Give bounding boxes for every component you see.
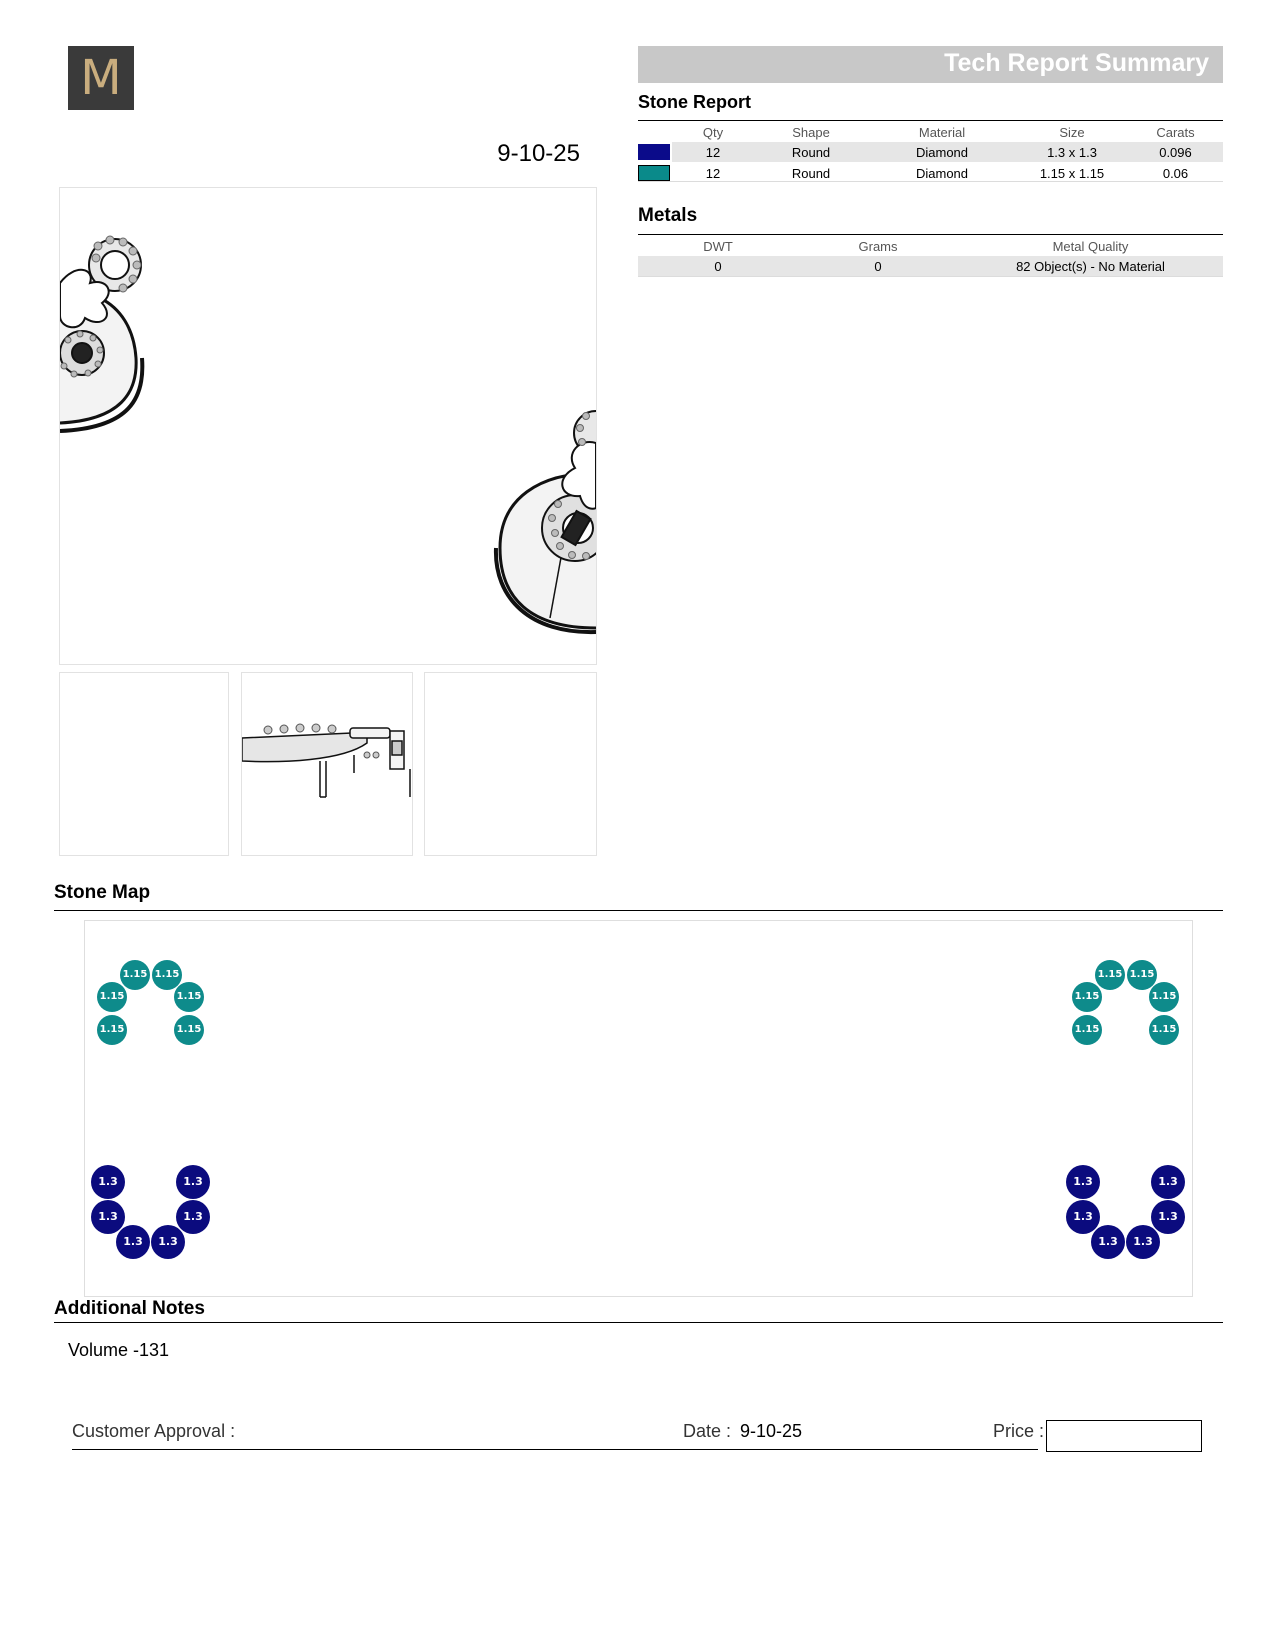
stone-swatch-cell (638, 142, 672, 163)
metals-divider (638, 234, 1223, 235)
metals-title: Metals (638, 205, 698, 226)
customer-approval-label: Customer Approval : (72, 1421, 236, 1441)
col-header: Shape (792, 124, 830, 140)
approval-date-value: 9-10-25 (740, 1421, 803, 1441)
navy-stone-marker: 1.3 (91, 1165, 125, 1199)
size-cell: 1.15 x 1.15 (1039, 165, 1105, 181)
navy-stone-marker: 1.3 (151, 1225, 185, 1259)
teal-stone-marker: 1.15 (97, 1015, 127, 1045)
teal-stone-marker: 1.15 (174, 1015, 204, 1045)
header-date: 9-10-25 (497, 140, 580, 167)
material-cell: Diamond (915, 165, 969, 181)
teal-stone-marker: 1.15 (1149, 982, 1179, 1012)
dwt-cell: 0 (638, 256, 798, 276)
teal-stone-marker: 1.15 (120, 960, 150, 990)
teal-stone-marker: 1.15 (174, 982, 204, 1012)
navy-stone-marker: 1.3 (91, 1200, 125, 1234)
grams-cell: 0 (798, 256, 958, 276)
material-cell: Diamond (868, 142, 1016, 163)
side-view-render-image (242, 673, 412, 855)
stone-map-panel (84, 920, 1193, 1297)
qty-cell: 12 (672, 142, 754, 163)
approval-signature-line (72, 1449, 1038, 1450)
earring-render-image (60, 188, 596, 664)
stone-map-title: Stone Map (54, 882, 151, 903)
stone-report-bottom-line (638, 181, 1223, 182)
metals-header-row (638, 236, 1223, 256)
additional-notes-divider (54, 1322, 1223, 1323)
navy-stone-marker: 1.3 (1151, 1200, 1185, 1234)
navy-stone-marker: 1.3 (1091, 1225, 1125, 1259)
navy-stone-marker: 1.3 (176, 1165, 210, 1199)
navy-stone-marker: 1.3 (116, 1225, 150, 1259)
navy-stone-marker: 1.3 (1066, 1165, 1100, 1199)
additional-notes-title: Additional Notes (54, 1298, 205, 1319)
main-render-view (59, 187, 597, 665)
teal-stone-marker: 1.15 (1072, 1015, 1102, 1045)
thumbnail-view-3 (424, 672, 597, 856)
navy-stone-swatch (638, 144, 670, 160)
col-header: Grams (858, 238, 898, 254)
navy-stone-marker: 1.3 (1066, 1200, 1100, 1234)
stone-swatch-cell (638, 163, 672, 184)
col-header: Qty (702, 124, 724, 140)
teal-stone-marker: 1.15 (97, 982, 127, 1012)
teal-stone-marker: 1.15 (1127, 960, 1157, 990)
navy-stone-marker: 1.3 (1151, 1165, 1185, 1199)
navy-stone-marker: 1.3 (176, 1200, 210, 1234)
company-logo (68, 46, 134, 110)
thumbnail-view-2 (241, 672, 413, 856)
teal-stone-marker: 1.15 (1095, 960, 1125, 990)
stone-color-col-header (638, 122, 672, 142)
col-header: Carats (1156, 124, 1195, 140)
stone-report-divider (638, 120, 1223, 121)
metal-quality-cell: 82 Object(s) - No Material (958, 256, 1223, 276)
price-input-box[interactable] (1046, 1420, 1202, 1452)
shape-cell: Round (791, 165, 831, 181)
price-label: Price : (993, 1421, 1045, 1441)
table-row (638, 142, 1223, 163)
thumbnail-view-1 (59, 672, 229, 856)
carats-cell: 0.096 (1128, 142, 1223, 163)
col-header: Metal Quality (1052, 238, 1129, 254)
teal-stone-swatch (638, 165, 670, 181)
teal-stone-marker: 1.15 (1072, 982, 1102, 1012)
qty-cell: 12 (705, 165, 721, 181)
stone-map-divider (54, 910, 1223, 911)
notes-text: Volume -131 (68, 1340, 170, 1360)
col-header: DWT (703, 238, 733, 254)
table-row (638, 163, 1223, 184)
navy-stone-marker: 1.3 (1126, 1225, 1160, 1259)
table-row (638, 256, 1223, 276)
stone-report-header-row (638, 122, 1223, 142)
shape-cell: Round (754, 142, 868, 163)
size-cell: 1.3 x 1.3 (1016, 142, 1128, 163)
stone-report-table (638, 122, 1223, 183)
metals-bottom-line (638, 276, 1223, 277)
carats-cell: 0.06 (1162, 165, 1189, 181)
col-header: Material (918, 124, 966, 140)
approval-date-label: Date : (683, 1421, 732, 1441)
report-title-bar (638, 46, 1223, 83)
stone-report-title: Stone Report (638, 92, 752, 112)
teal-stone-marker: 1.15 (1149, 1015, 1179, 1045)
col-header: Size (1059, 124, 1085, 140)
metals-table (638, 236, 1223, 276)
logo-letter: M (80, 50, 122, 106)
teal-stone-marker: 1.15 (152, 960, 182, 990)
report-title: Tech Report Summary (944, 49, 1209, 77)
